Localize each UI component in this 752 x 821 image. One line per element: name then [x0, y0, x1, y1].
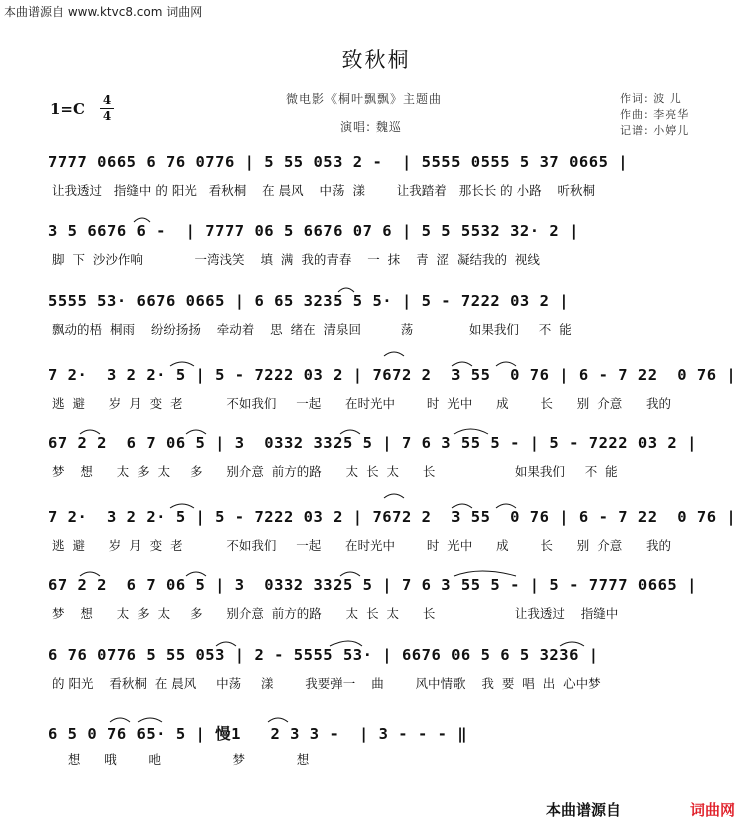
notation-row: 6 5 0 76 65· 5 | 慢1 2 3 3 - | 3 - - - ‖	[48, 725, 468, 743]
footer-site-label: 词曲网	[690, 801, 736, 819]
lyrics-row: 逃 避 岁 月 变 老 不如我们 一起 在时光中 时 光中 成 长 别 介意 我的	[52, 538, 672, 553]
lyrics-row: 梦 想 太 多 太 多 别介意 前方的路 太 长 太 长 如果我们 不 能	[52, 464, 618, 479]
footer-source-label: 本曲谱源自	[546, 801, 622, 819]
lyricist-credit: 作词: 波 儿	[620, 92, 682, 105]
lyrics-row: 脚 下 沙沙作响 一湾浅笑 填 满 我的青春 一 抹 青 涩 凝结我的 视线	[52, 252, 540, 267]
lyrics-row: 逃 避 岁 月 变 老 不如我们 一起 在时光中 时 光中 成 长 别 介意 我的	[52, 396, 672, 411]
meter-top: 4	[102, 93, 112, 107]
composer-credit: 作曲: 李亮华	[620, 108, 690, 121]
notation-row: 6 76 0776 5 55 053 | 2 - 5555 53· | 6676 06 5 6 5 3236 |	[48, 646, 599, 664]
notation-row: 67 2 2 6 7 06 5 | 3 0332 3325 5 | 7 6 3 55 5 - | 5 - 7222 03 2 |	[48, 434, 697, 452]
lyrics-row: 想 哦 吔 梦 想	[52, 752, 310, 767]
song-title: 致秋桐	[341, 48, 411, 72]
transcriber-credit: 记谱: 小婷儿	[620, 124, 690, 137]
notation-row: 3 5 6676 6 - | 7777 06 5 6676 07 6 | 5 5 5532 32· 2 |	[48, 222, 579, 240]
lyrics-row: 梦 想 太 多 太 多 别介意 前方的路 太 长 太 长 让我透过 指缝中	[52, 606, 619, 621]
lyrics-row: 的 阳光 看秋桐 在 晨风 中荡 漾 我要弹一 曲 风中情歌 我 要 唱 出 心中梦	[52, 676, 601, 691]
notation-row: 5555 53· 6676 0665 | 6 65 3235 5 5· | 5 - 7222 03 2 |	[48, 292, 570, 310]
song-subtitle: 微电影《桐叶飘飘》主题曲	[286, 92, 443, 106]
singer-credit: 演唱: 魏巡	[340, 120, 402, 134]
site-header: 本曲谱源自 www.ktvc8.com 词曲网	[4, 5, 203, 19]
notation-row: 67 2 2 6 7 06 5 | 3 0332 3325 5 | 7 6 3 55 5 - | 5 - 7777 0665 |	[48, 576, 697, 594]
notation-row: 7 2· 3 2 2· 5 | 5 - 7222 03 2 | 7672 2 3 55 0 76 | 6 - 7 22 0 76 |	[48, 366, 737, 384]
lyrics-row: 飘动的梧 桐雨 纷纷扬扬 牵动着 思 绪在 清泉回 荡 如果我们 不 能	[52, 322, 572, 337]
notation-row: 7777 0665 6 76 0776 | 5 55 053 2 - | 5555 0555 5 37 0665 |	[48, 153, 629, 171]
lyrics-row: 让我透过 指缝中 的 阳光 看秋桐 在 晨风 中荡 漾 让我踏着 那长长 的 小路 听秋桐	[52, 183, 596, 198]
notation-row: 7 2· 3 2 2· 5 | 5 - 7222 03 2 | 7672 2 3 55 0 76 | 6 - 7 22 0 76 |	[48, 508, 737, 526]
meter-bottom: 4	[102, 109, 112, 123]
key-signature: 1=C	[50, 100, 85, 118]
